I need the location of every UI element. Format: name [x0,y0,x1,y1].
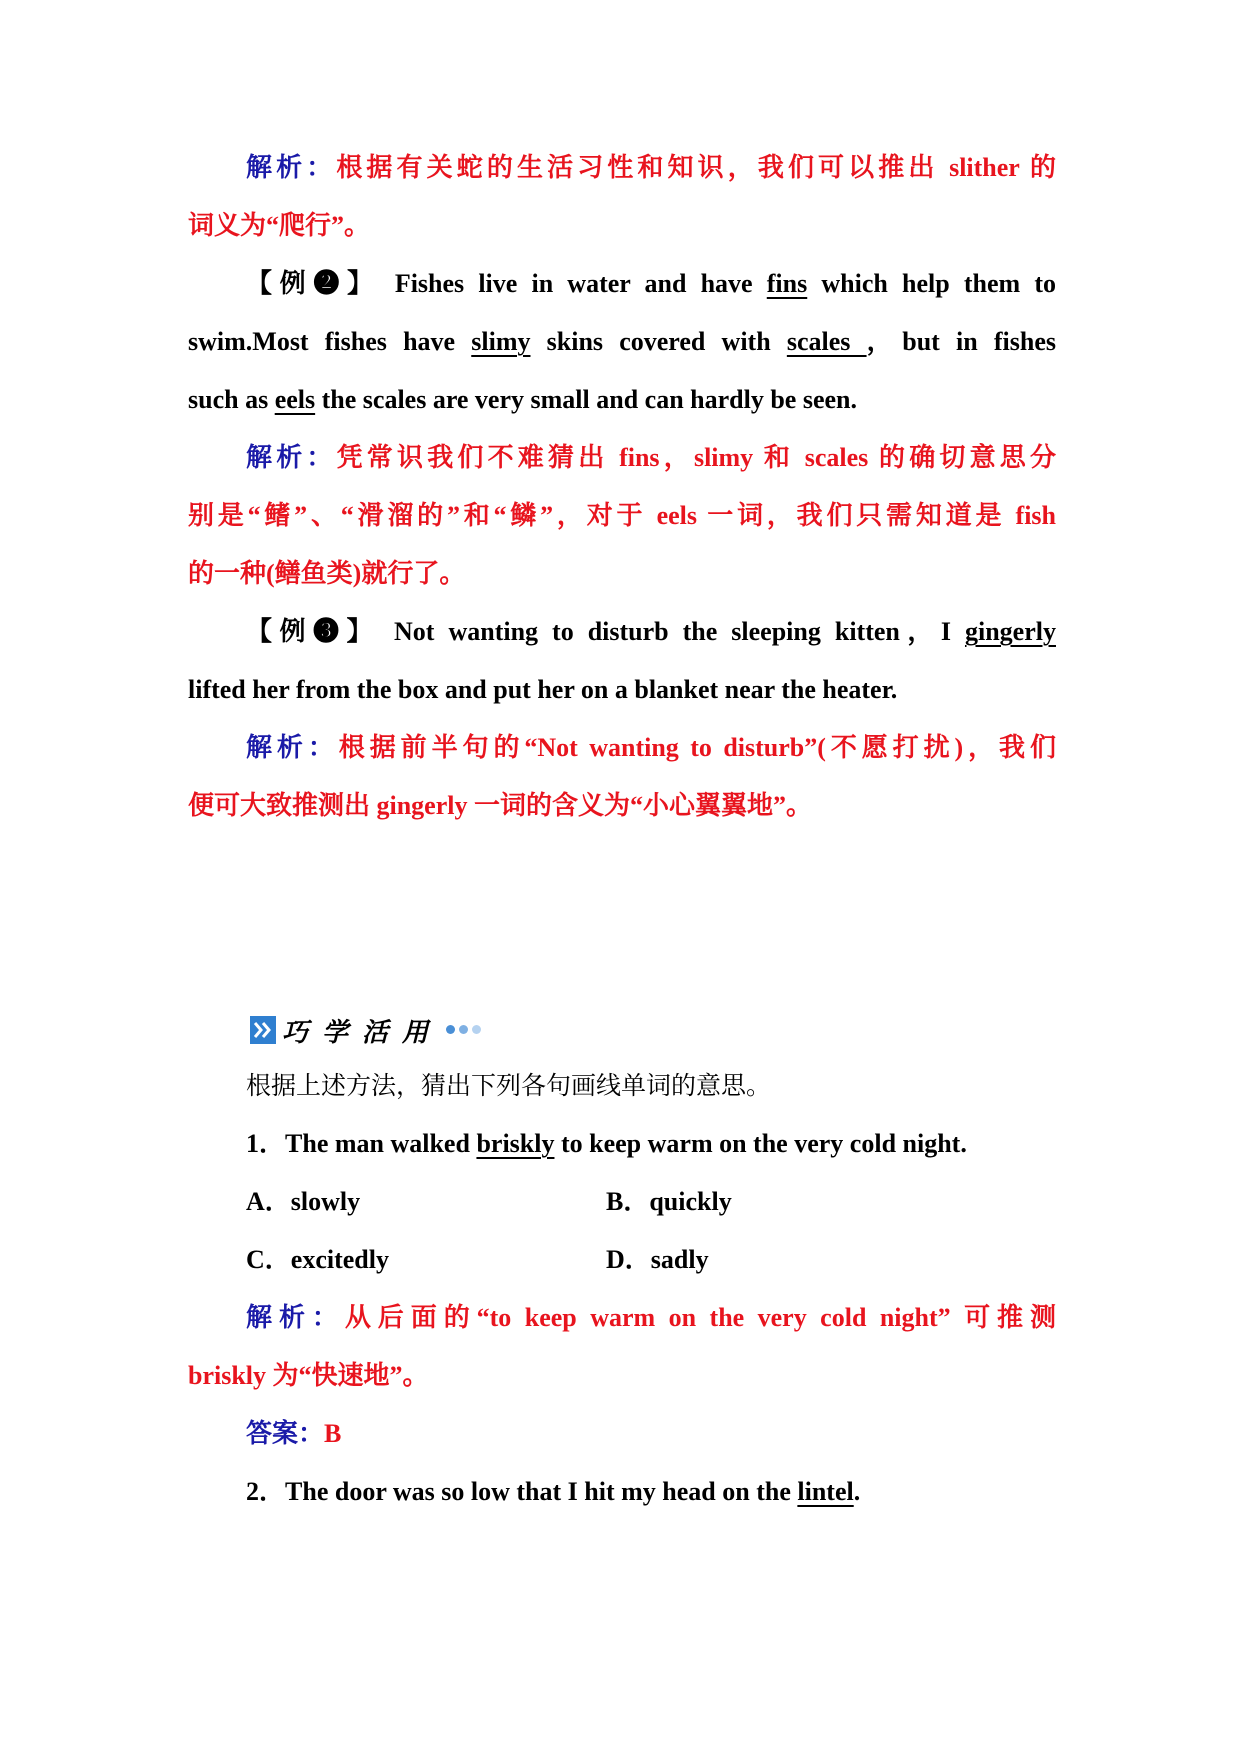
target-word-lintel: lintel [797,1477,854,1506]
ex3-line2: lifted her from the box and put her on a blanket near the heater. [188,675,898,704]
ex1-analysis-line1: 解析：根据有关蛇的生活习性和知识，我们可以推出 slither 的 [246,153,1056,182]
analysis-label: 解析： [246,153,337,182]
section-instruction: 根据上述方法，猜出下列各句画线单词的意思。 [246,1071,772,1100]
target-word-scales: scales [786,327,867,356]
target-word-eels: eels [274,385,316,414]
ex2-analysis-line2: 别是“鳍”、“滑溜的”和“鳞”，对于 eels 一词，我们只需知道是 fish [188,501,1056,530]
target-word-fins: fins [766,269,808,298]
ex1-analysis-line2: 词义为“爬行”。 [188,211,371,240]
analysis-label: 解析： [246,733,339,762]
ex2-line2: swim.Most fishes have slimy skins covered with scales ，but in fishes [188,327,1056,356]
ex3-line1: 【例❸】 Not wanting to disturb the sleeping kitten，I gingerly [246,617,1056,646]
ex2-analysis-line3: 的一种(鳝鱼类)就行了。 [188,559,466,588]
target-word-gingerly: gingerly [964,617,1056,646]
section-header [250,1010,481,1050]
example-3-label: 【例❸】 [246,617,381,646]
q1-answer: 答案：B [246,1419,342,1448]
target-word-briskly: briskly [476,1129,555,1158]
q1-option-d[interactable]: D．sadly [606,1245,709,1274]
q1-option-b[interactable]: B．quickly [606,1187,732,1216]
q1-analysis-line2: briskly 为“快速地”。 [188,1361,429,1390]
q1-option-c[interactable]: C．excitedly [246,1245,389,1274]
ex2-analysis-line1: 解析：凭常识我们不难猜出 fins，slimy 和 scales 的确切意思分 [246,443,1056,472]
example-2-label: 【例❷】 [246,269,381,298]
question-1: 1．The man walked briskly to keep warm on the very cold night. [246,1129,967,1158]
analysis-label: 解析： [246,1303,345,1332]
section-title: 巧学活用 [282,1017,443,1048]
answer-label: 答案： [246,1419,325,1448]
ex2-line3: such as eels the scales are very small and can hardly be seen. [188,385,857,414]
target-word-slimy: slimy [471,327,531,356]
dots-icon [442,1021,481,1039]
q1-option-a[interactable]: A．slowly [246,1187,361,1216]
q1-analysis-line1: 解析：从后面的“to keep warm on the very cold night” 可推测 [246,1303,1056,1332]
ex3-analysis-line1: 解析：根据前半句的“Not wanting to disturb”(不愿打扰)，我们 [246,733,1056,762]
ex2-line1: 【例❷】 Fishes live in water and have fins which help them to [246,269,1056,298]
double-chevron-icon [250,1016,276,1044]
question-2: 2．The door was so low that I hit my head on the lintel. [246,1477,861,1506]
ex3-analysis-line2: 便可大致推测出 gingerly 一词的含义为“小心翼翼地”。 [188,791,812,820]
analysis-label: 解析： [246,443,337,472]
